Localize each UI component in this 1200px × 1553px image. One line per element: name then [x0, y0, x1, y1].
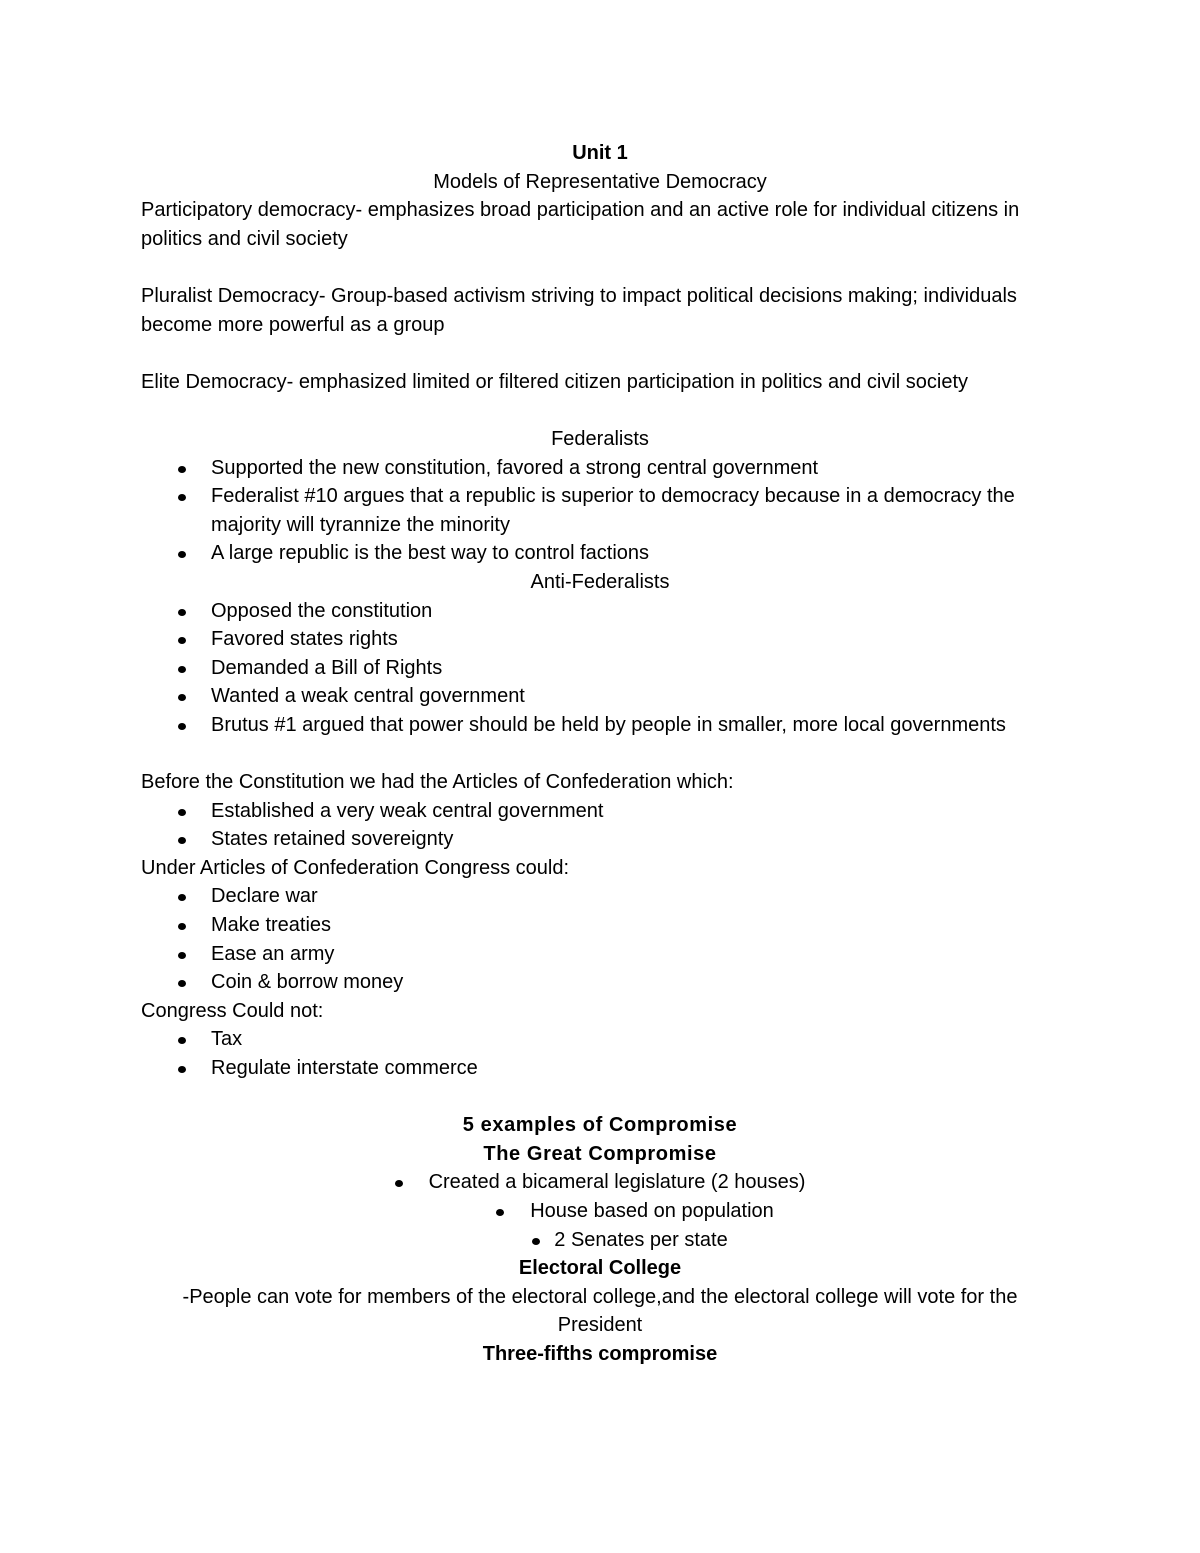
list-item: Established a very weak central government: [141, 797, 1059, 826]
spacer: [141, 253, 1059, 282]
list-item: Ease an army: [141, 940, 1059, 969]
list-item: Brutus #1 argued that power should be held by people in smaller, more local governments: [141, 711, 1059, 740]
bullet-icon: [395, 1180, 403, 1187]
great-compromise-level1: [141, 1168, 1059, 1197]
page-title: Unit 1: [572, 142, 628, 164]
articles-list: [141, 797, 1059, 854]
list-item: Make treaties: [141, 911, 1059, 940]
list-item: Regulate interstate commerce: [141, 1054, 1059, 1083]
articles-intro: Before the Constitution we had the Articles of Confederation which:: [141, 771, 734, 794]
anti-federalists-list: [141, 597, 1059, 740]
bullet-icon: [532, 1238, 540, 1245]
list-item: Opposed the constitution: [141, 597, 1059, 626]
list-item: Tax: [141, 1025, 1059, 1054]
federalists-list: [141, 454, 1059, 568]
list-item: A large republic is the best way to control factions: [141, 539, 1059, 568]
bullet-text: House based on population: [530, 1199, 774, 1222]
bullet-text: 2 Senates per state: [554, 1228, 728, 1251]
electoral-college-text-1: -People can vote for members of the electoral college,and the electoral college will vote for the: [182, 1285, 1018, 1308]
federalists-heading: Federalists: [551, 427, 649, 450]
page-subtitle: Models of Representative Democracy: [433, 170, 767, 193]
spacer: [141, 1083, 1059, 1112]
great-compromise-level2: [141, 1197, 1059, 1226]
document-page: [141, 139, 1059, 1369]
great-compromise-heading: The Great Compromise: [483, 1142, 717, 1165]
list-item: Favored states rights: [141, 625, 1059, 654]
anti-federalists-heading: Anti-Federalists: [530, 570, 670, 593]
three-fifths-heading: Three-fifths compromise: [482, 1342, 718, 1365]
bullet-text: Created a bicameral legislature (2 houses): [428, 1171, 806, 1194]
model-elite: Elite Democracy- emphasized limited or filtered citizen participation in politics and civil society: [141, 370, 969, 393]
electoral-college-heading: Electoral College: [518, 1257, 682, 1280]
model-pluralist: Pluralist Democracy- Group-based activism striving to impact political decisions making; individuals become more powerful as a group: [141, 284, 1017, 336]
list-item: Declare war: [141, 882, 1059, 911]
list-item: Supported the new constitution, favored a strong central government: [141, 454, 1059, 483]
list-item: Wanted a weak central government: [141, 682, 1059, 711]
electoral-college-text-2: President: [557, 1314, 643, 1337]
list-item: Federalist #10 argues that a republic is superior to democracy because in a democracy the majority will tyrannize the minority: [141, 482, 1059, 539]
congress-could-not-list: [141, 1025, 1059, 1082]
spacer: [141, 339, 1059, 368]
spacer: [141, 396, 1059, 425]
congress-could-list: [141, 882, 1059, 996]
list-item: States retained sovereignty: [141, 825, 1059, 854]
list-item: Coin & borrow money: [141, 968, 1059, 997]
spacer: [141, 739, 1059, 768]
congress-could-not-intro: Congress Could not:: [141, 999, 324, 1022]
list-item: Demanded a Bill of Rights: [141, 654, 1059, 683]
compromise-heading: 5 examples of Compromise: [462, 1114, 738, 1137]
bullet-icon: [496, 1209, 504, 1216]
congress-could-intro: Under Articles of Confederation Congress could:: [141, 856, 570, 879]
great-compromise-level3: [141, 1226, 1059, 1255]
model-participatory: Participatory democracy- emphasizes broad participation and an active role for individual citizens in politics and civil society: [141, 199, 1020, 250]
